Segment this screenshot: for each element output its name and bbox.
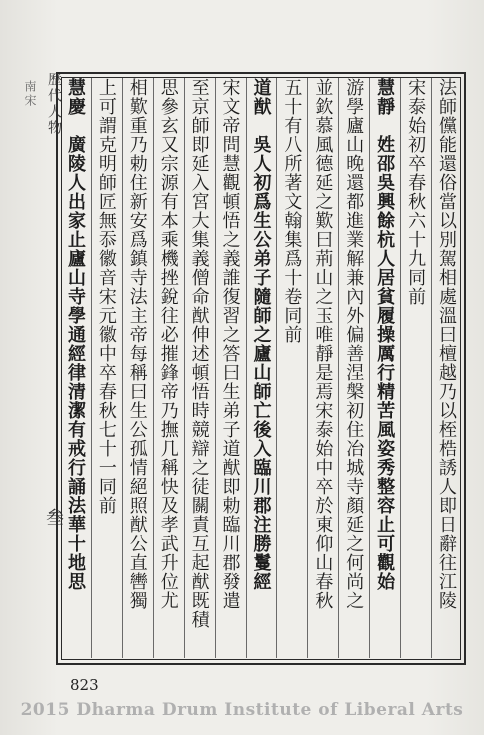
text-column-12: 上可謂克明師匠無忝徽音宋元徽中卒春秋七十一同前 [91, 78, 122, 658]
text-column-8: 宋文帝問慧觀頓悟之義誰復習之答曰生弟子道猷即勅臨川郡發遣 [215, 78, 246, 658]
text-columns [60, 78, 462, 658]
text-column-4: 游學廬山晚還都進業解兼內外偏善涅槃初住冶城寺顏延之何尚之 [338, 78, 369, 658]
text-column-3: 慧靜 姓邵吳興餘杭人居貧履操厲行精苦風姿秀整容止可觀始 [369, 78, 400, 658]
text-column-11: 相歎重乃勅住新安爲鎮寺法主帝每稱曰生公孤情絕照猷公直轡獨 [122, 78, 153, 658]
watermark: 2015 Dharma Drum Institute of Liberal Arts [20, 700, 464, 720]
text-column-7: 道猷 吳人初爲生公弟子隨師之廬山師亡後入臨川郡注勝鬘經 [246, 78, 277, 658]
text-column-10: 思參玄又宗源有本乘機挫銳往必摧鋒帝乃撫几稱快及孝武升位尤 [153, 78, 184, 658]
text-column-1: 法師儻能還俗當以別駕相處溫曰檀越乃以桎梏誘人即日辭往江陵 [431, 78, 462, 658]
margin-edge-mark: 叁 [46, 508, 64, 529]
text-column-13: 慧慶 廣陵人出家止廬山寺學通經律清潔有戒行誦法華十地思 [64, 78, 86, 591]
margin-sub-label: 南宋 [23, 80, 37, 108]
text-column-6: 五十有八所著文翰集爲十卷同前 [276, 78, 307, 658]
text-column-9: 至京師即延入宮大集義僧命猷伸述頓悟時競辯之徒關責互起猷既積 [184, 78, 215, 658]
text-column-5: 並欽慕風德延之歎曰荊山之玉唯靜是焉宋泰始中卒於東仰山春秋 [307, 78, 338, 658]
page-number: 823 [70, 676, 99, 694]
text-column-2: 宋泰始初卒春秋六十九同前 [400, 78, 431, 658]
margin-book-label: 歷代人物 [46, 72, 62, 136]
